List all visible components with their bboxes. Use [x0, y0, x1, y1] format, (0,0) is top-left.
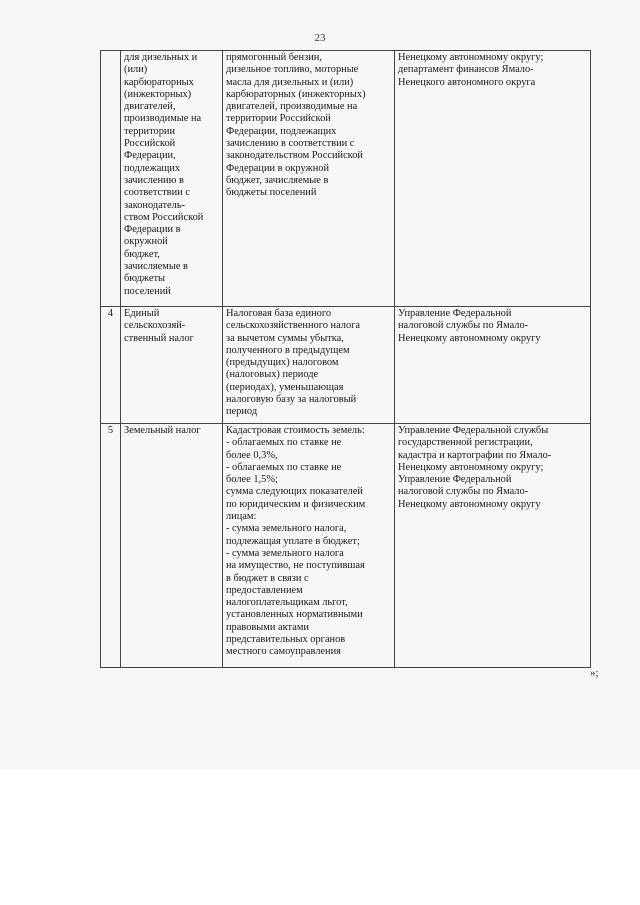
tax-name-line: соответствии с — [124, 187, 190, 199]
tax-base-line: (налоговых) периоде — [226, 369, 319, 381]
administrator-line: Ненецкому автономному округу — [398, 498, 541, 510]
tax-base-line: (периодах), уменьшающая — [226, 381, 344, 393]
tax-name-line: Федерации в — [124, 224, 181, 236]
tax-name-line: законодатель- — [124, 199, 186, 211]
tax-name-line: окружной — [124, 236, 168, 248]
tax-base-line: на имущество, не поступившая — [226, 560, 365, 572]
administrator-line: кадастра и картографии по Ямало- — [398, 449, 552, 461]
tax-base-line: законодательством Российской — [226, 150, 363, 162]
tax-base-line: сельскохозяйственного налога — [226, 320, 361, 332]
tax-name-line: поселений — [124, 285, 171, 297]
tax-base-line: - облагаемых по ставке не — [226, 437, 342, 449]
tax-base-line: более 0,3%, — [226, 449, 278, 461]
tax-name-line: Единый — [124, 308, 160, 319]
tax-base-line: карбюраторных (инжекторных) — [226, 88, 366, 100]
administrator-line: налоговой службы по Ямало- — [398, 486, 529, 498]
row-number — [101, 51, 121, 307]
row-number: 5 — [101, 424, 121, 668]
tax-name-cell — [121, 51, 223, 307]
tax-base-line: - сумма земельного налога, — [226, 523, 347, 535]
tax-base-line: сумма следующих показателей — [226, 486, 363, 498]
tax-base-line: полученного в предыдущем — [226, 344, 350, 356]
tax-name-line: бюджет, — [124, 248, 160, 260]
tax-base-line: Федерации в окружной — [226, 162, 330, 174]
table-row — [101, 51, 591, 307]
tax-name-cell — [121, 424, 223, 668]
tax-name-line: для дизельных и — [124, 52, 198, 63]
tax-base-cell — [223, 307, 395, 424]
table-row — [101, 424, 591, 668]
tax-base-line: за вычетом суммы убытка, — [226, 332, 344, 344]
tax-name-line: территории — [124, 125, 176, 137]
tax-base-line: местного самоуправления — [226, 646, 341, 658]
administrator-line: Управление Федеральной — [398, 474, 512, 486]
tax-base-line: подлежащая уплате в бюджет; — [226, 535, 360, 547]
tax-base-line: установленных нормативными — [226, 609, 363, 621]
administrator-cell — [395, 51, 591, 307]
tax-base-line: Кадастровая стоимость земель: — [226, 425, 365, 436]
tax-base-line: период — [226, 406, 258, 418]
administrator-cell — [395, 424, 591, 668]
tax-name-line: ственный налог — [124, 332, 194, 344]
tax-name-line: (или) — [124, 64, 148, 76]
tax-name-line: производимые на — [124, 113, 202, 125]
tax-base-cell — [223, 51, 395, 307]
tax-name-line: карбюраторных — [124, 76, 194, 88]
administrator-line: Ненецкому автономному округу — [398, 332, 541, 344]
closing-quote-mark: »; — [590, 667, 599, 679]
administrator-line: Ненецкому автономному округу; — [398, 461, 544, 473]
tax-base-line: в бюджет в связи с — [226, 572, 309, 584]
tax-base-line: более 1,5%; — [226, 474, 278, 486]
tax-base-line: прямогонный бензин, — [226, 52, 322, 63]
tax-base-line: - сумма земельного налога — [226, 547, 344, 559]
tax-name-line: подлежащих — [124, 162, 181, 174]
tax-base-line: бюджеты поселений — [226, 187, 317, 199]
tax-name-line: Земельный налог — [124, 425, 201, 436]
administrator-line: Управление Федеральной службы — [398, 425, 549, 436]
tax-name-line: Федерации, — [124, 150, 176, 162]
tax-base-line: правовыми актами — [226, 621, 309, 633]
tax-base-line: Федерации, подлежащих — [226, 125, 337, 137]
row-number: 4 — [101, 307, 121, 424]
administrator-line: налоговой службы по Ямало- — [398, 320, 529, 332]
tax-base-line: по юридическим и физическим — [226, 498, 366, 510]
tax-name-line: зачислению в — [124, 174, 184, 186]
tax-base-line: (предыдущих) налоговом — [226, 357, 339, 369]
administrator-line: государственной регистрации, — [398, 437, 533, 449]
tax-base-line: масла для дизельных и (или) — [226, 76, 354, 88]
tax-base-line: предоставлением — [226, 584, 303, 596]
tax-name-line: (инжекторных) — [124, 88, 192, 100]
administrator-cell — [395, 307, 591, 424]
tax-name-line: бюджеты — [124, 273, 165, 285]
tax-base-line: представительных органов — [226, 634, 346, 646]
tax-name-line: Российской — [124, 138, 176, 150]
tax-base-cell — [223, 424, 395, 668]
tax-name-line: зачисляемые в — [124, 261, 188, 273]
tax-base-line: налогоплательщикам льгот, — [226, 597, 348, 609]
table-row — [101, 307, 591, 424]
tax-name-line: сельскохозяй- — [124, 320, 186, 332]
tax-base-line: лицам: — [226, 511, 257, 523]
tax-base-line: - облагаемых по ставке не — [226, 461, 342, 473]
tax-base-line: бюджет, зачисляемые в — [226, 174, 329, 186]
tax-base-line: территории Российской — [226, 113, 331, 125]
administrator-line: Ненецкого автономного округа — [398, 76, 536, 88]
tax-base-line: зачислению в соответствии с — [226, 138, 355, 150]
tax-base-line: Налоговая база единого — [226, 308, 332, 319]
administrator-line: Управление Федеральной — [398, 308, 512, 319]
administrator-line: департамент финансов Ямало- — [398, 64, 534, 76]
tax-base-line: налоговую базу за налоговый — [226, 394, 357, 406]
tax-name-cell — [121, 307, 223, 424]
page-number: 23 — [314, 32, 326, 44]
tax-name-line: двигателей, — [124, 101, 176, 113]
tax-base-line: двигателей, производимые на — [226, 101, 358, 113]
tax-base-line: дизельное топливо, моторные — [226, 64, 359, 76]
tax-table — [100, 50, 591, 668]
administrator-line: Ненецкому автономному округу; — [398, 52, 544, 63]
tax-name-line: ством Российской — [124, 211, 204, 223]
